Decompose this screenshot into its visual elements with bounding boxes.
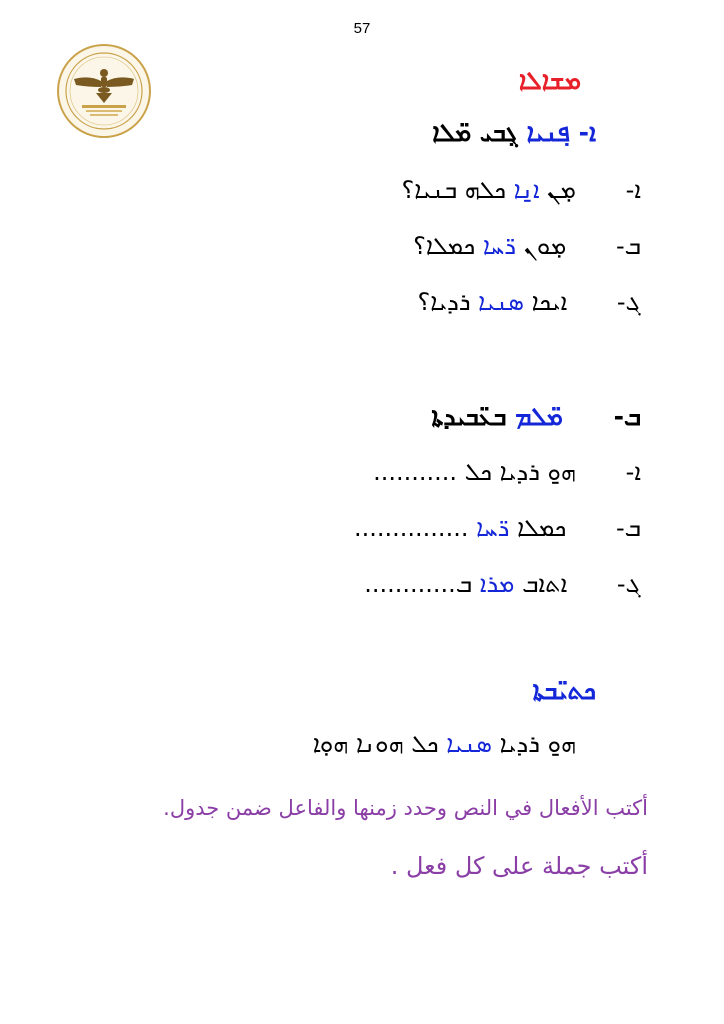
dictation-title: ܟܬܝ̈ܒܬܐ bbox=[532, 676, 596, 705]
blank-dots: ............... bbox=[354, 514, 469, 542]
q2-heading-black: ܒܥ̈ܒܝܕܬܐ bbox=[431, 402, 507, 431]
section-title: ܡܫܐܠܐ bbox=[518, 66, 581, 95]
q1-item bbox=[413, 232, 641, 260]
dictation-word: ܟܠ ܗܘܢܐ ܗܘ̣ܐ bbox=[312, 730, 439, 758]
item-word: ܐܝܟܐ bbox=[531, 288, 568, 316]
dictation-word-blue: ܣܢܝܐ bbox=[446, 730, 493, 758]
item-word-blue: ܪ̈ܚܐ bbox=[476, 514, 510, 542]
q2-heading-blue: ܡ̈ܠܡ bbox=[515, 402, 563, 431]
item-marker: ܒ- bbox=[615, 232, 641, 260]
q1-heading-blue: ܦ݂ܢܝܐ bbox=[526, 118, 570, 147]
page-number: 57 bbox=[353, 20, 371, 37]
q2-item bbox=[354, 514, 641, 542]
q1-item bbox=[401, 176, 641, 204]
q1-item bbox=[417, 288, 641, 316]
item-word: ܟܠܗ ܒܢܝܐ؟ bbox=[401, 176, 507, 204]
faravahar-seal-icon bbox=[56, 43, 152, 139]
instruction-line: أكتب الأفعال في النص وحدد زمنها والفاعل ضمن جدول. bbox=[163, 796, 648, 820]
item-marker: ܐ- bbox=[625, 458, 641, 486]
q2-marker: ܒ- bbox=[613, 402, 641, 431]
item-word-blue: ܪ̈ܚܐ bbox=[482, 232, 517, 260]
item-word: ܪܕܝܐ؟ bbox=[417, 288, 471, 316]
q1-marker: ܐ- bbox=[578, 118, 596, 147]
item-marker: ܓ- bbox=[616, 288, 641, 316]
item-marker: ܒ- bbox=[615, 514, 641, 542]
item-word-blue: ܡܪܐ bbox=[479, 570, 515, 598]
blank-dots: ............ bbox=[364, 570, 456, 598]
q2-item bbox=[373, 458, 641, 486]
item-word-blue: ܐ̱ܢܐ bbox=[513, 176, 540, 204]
q2-heading bbox=[431, 402, 641, 432]
item-word: ܡ̣ܘܢ bbox=[523, 232, 567, 260]
dictation-word: ܗ̱ܘ ܪܕܝܐ bbox=[499, 730, 576, 758]
blank-dots: ........... bbox=[373, 458, 458, 486]
q1-heading-black: ܓ݂ܒܝ ܡ̈ܠܐ bbox=[432, 118, 518, 147]
q2-item bbox=[364, 570, 641, 598]
item-word: ܐܬܐܒ bbox=[522, 570, 568, 598]
item-word: ܗ̱ܘ ܪܕܝܐ ܟܠ bbox=[464, 458, 576, 486]
item-word: ܟܡܠܐ؟ bbox=[413, 232, 476, 260]
dictation-line bbox=[313, 730, 576, 758]
instruction-line: أكتب جملة على كل فعل . bbox=[390, 852, 648, 880]
item-word: ܒ bbox=[455, 570, 473, 598]
q1-heading bbox=[432, 118, 596, 148]
item-word: ܡ̣ܢ bbox=[547, 176, 576, 204]
item-marker: ܓ- bbox=[616, 570, 641, 598]
item-word-blue: ܣܢܝܐ bbox=[478, 288, 524, 316]
item-word: ܟܡܠܐ bbox=[517, 514, 567, 542]
item-marker: ܐ- bbox=[625, 176, 641, 204]
